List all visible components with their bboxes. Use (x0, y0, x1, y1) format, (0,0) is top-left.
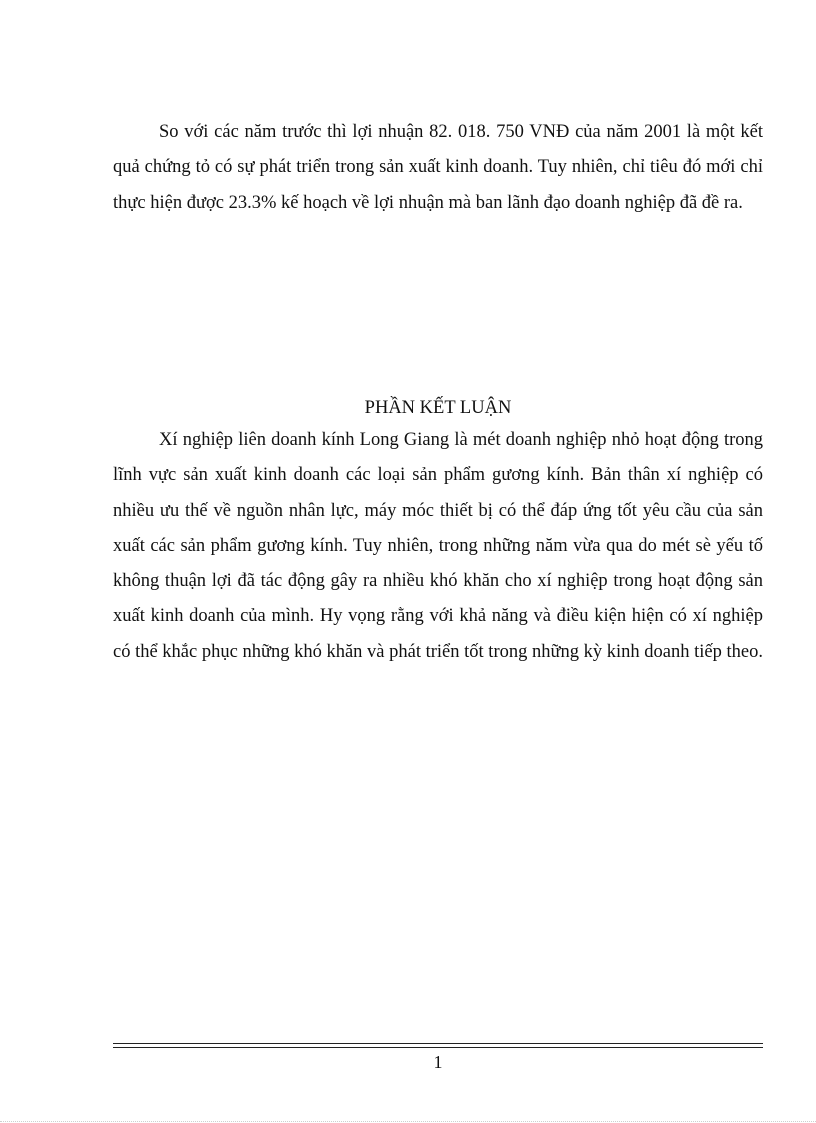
conclusion-heading: PHẦN KẾT LUẬN (364, 398, 512, 418)
page-number: 1 (433, 1052, 443, 1072)
footer-divider-bottom (113, 1047, 763, 1048)
page-bottom-edge (0, 1121, 816, 1122)
profit-paragraph: So với các năm trước thì lợi nhuận 82. 018. 750 VNĐ của năm 2001 là một kết quả chứng tỏ có sự phát triển trong sản xuất kinh doanh. Tuy nhiên, chỉ tiêu đó mới chỉ thực hiện được 23.3% kế hoạch về lợi nhuận mà ban lãnh đạo doanh nghiệp đã đề ra. (113, 122, 763, 213)
conclusion-paragraph: Xí nghiệp liên doanh kính Long Giang là mét doanh nghiệp nhỏ hoạt động trong lĩnh vực sản xuất kinh doanh các loại sản phẩm gương kính. Bản thân xí nghiệp có nhiều ưu thế về nguồn nhân lực, máy móc thiết bị có thể đáp ứng tốt yêu cầu của sản xuất các sản phẩm gương kính. Tuy nhiên, trong những năm vừa qua do mét sè yếu tố không thuận lợi đã tác động gây ra nhiều khó khăn cho xí nghiệp trong hoạt động sản xuất kinh doanh của mình. Hy vọng rằng với khả năng và điều kiện hiện có xí nghiệp có thể khắc phục những khó khăn và phát triển tốt trong những kỳ kinh doanh tiếp theo. (113, 430, 763, 662)
footer-divider-top (113, 1043, 763, 1044)
